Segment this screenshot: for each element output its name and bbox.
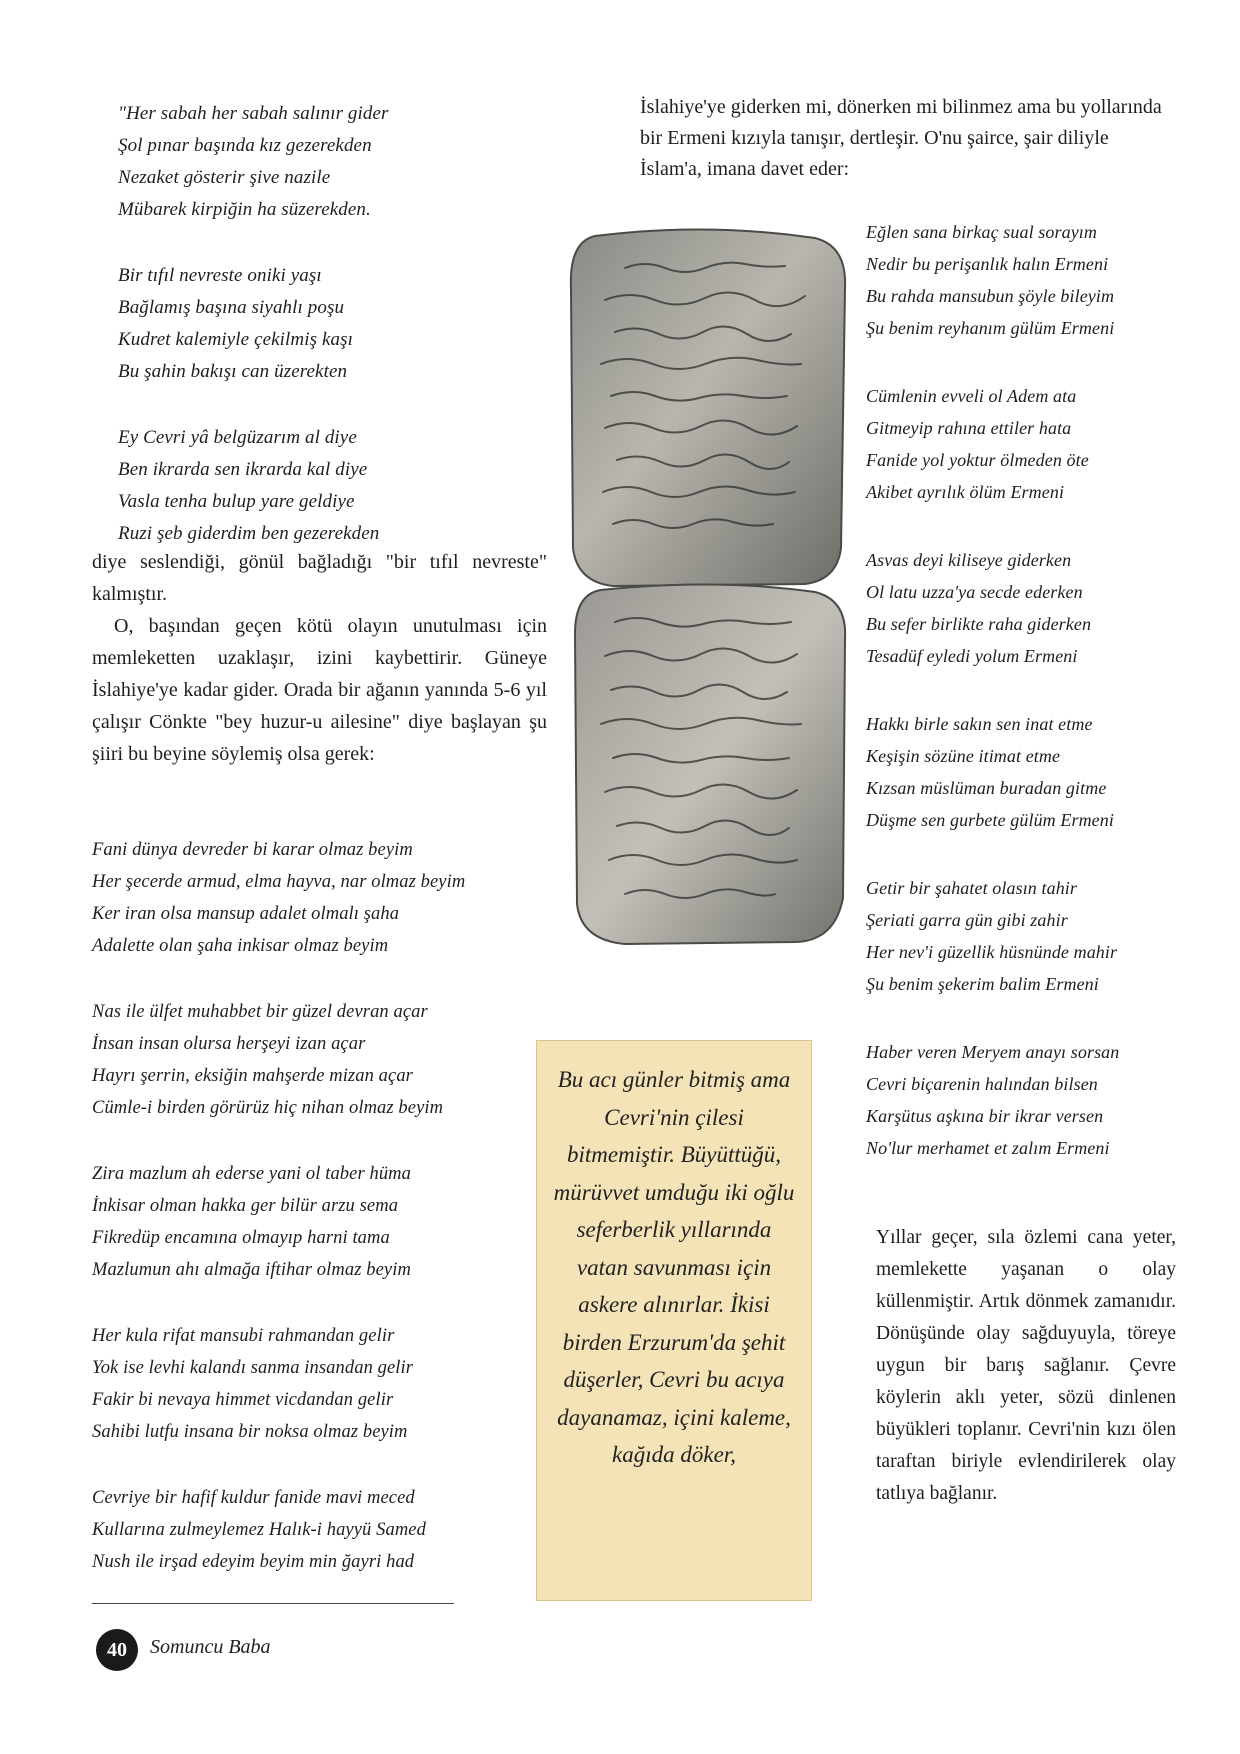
poem-line: Cümle-i birden görürüz hiç nihan olmaz beyim	[92, 1098, 444, 1118]
poem-line: Fanide yol yoktur ölmeden öte	[866, 450, 1089, 470]
poem-stanza	[92, 1158, 532, 1286]
poem-line: Fakir bi nevaya himmet vicdandan gelir	[92, 1390, 394, 1410]
poem-line: Bu sefer birlikte raha giderken	[866, 614, 1092, 634]
poem-line: Yok ise levhi kalandı sanma insandan gelir	[92, 1358, 414, 1378]
poem-line: No'lur merhamet et zalım Ermeni	[866, 1138, 1110, 1158]
poem-line: Şol pınar başında kız gezerekden	[118, 135, 372, 156]
poem-stanza	[866, 1036, 1186, 1164]
poem-line: Karşütus aşkına bir ikrar versen	[866, 1106, 1104, 1126]
poem-line: Ey Cevri yâ belgüzarım al diye	[118, 427, 357, 448]
poem-stanza	[866, 380, 1186, 508]
poem-line: Hayrı şerrin, eksiğin mahşerde mizan açar	[92, 1066, 413, 1086]
poem-line: Fani dünya devreder bi karar olmaz beyim	[92, 840, 413, 860]
poem-stanza	[92, 1482, 532, 1578]
poem-stanza	[92, 834, 532, 962]
poem-line: Nedir bu perişanlık halın Ermeni	[866, 254, 1109, 274]
poem-stanza	[92, 996, 532, 1124]
right-prose-top: İslahiye'ye giderken mi, dönerken mi bilinmez ama bu yollarında bir Ermeni kızıyla tanışır, dertleşir. O'nu şairce, şair diliyle İslam'a, imana davet eder:	[640, 96, 1162, 180]
poem-line: İnkisar olman hakka ger bilür arzu sema	[92, 1196, 399, 1216]
poem-line: Şu benim reyhanım gülüm Ermeni	[866, 318, 1115, 338]
poem-line: Şu benim şekerim balim Ermeni	[866, 974, 1099, 994]
footer-divider	[92, 1603, 454, 1604]
poem-stanza	[866, 544, 1186, 672]
right-poem	[866, 216, 1186, 1164]
page-number-badge: 40	[96, 1629, 138, 1671]
poem-line: Gitmeyip rahına ettiler hata	[866, 418, 1072, 438]
poem-line: Ben ikrarda sen ikrarda kal diye	[118, 459, 368, 480]
left-prose	[92, 546, 547, 770]
poem-line: Şeriati garra gün gibi zahir	[866, 910, 1068, 930]
left-poem-bottom	[92, 834, 532, 1578]
poem-line: Cevriye bir hafif kuldur fanide mavi meced	[92, 1488, 415, 1508]
poem-line: Bu şahin bakışı can üzerekten	[118, 361, 348, 382]
manuscript-image	[565, 228, 850, 946]
poem-line: Vasla tenha bulup yare geldiye	[118, 491, 355, 512]
poem-line: Keşişin sözüne itimat etme	[866, 746, 1061, 766]
poem-line: Hakkı birle sakın sen inat etme	[866, 714, 1093, 734]
poem-line: Sahibi lutfu insana bir noksa olmaz beyim	[92, 1422, 408, 1442]
poem-line: Nezaket gösterir şive nazile	[118, 167, 331, 188]
poem-line: Tesadüf eyledi yolum Ermeni	[866, 646, 1078, 666]
poem-stanza	[866, 872, 1186, 1000]
poem-line: "Her sabah her sabah salınır gider	[118, 103, 389, 124]
poem-line: Asvas deyi kiliseye giderken	[866, 550, 1072, 570]
poem-line: Kızsan müslüman buradan gitme	[866, 778, 1107, 798]
poem-stanza	[92, 1320, 532, 1448]
poem-line: Cümlenin evveli ol Adem ata	[866, 386, 1077, 406]
poem-line: Her şecerde armud, elma hayva, nar olmaz beyim	[92, 872, 466, 892]
poem-line: Eğlen sana birkaç sual sorayım	[866, 222, 1097, 242]
poem-line: Bağlamış başına siyahlı poşu	[118, 297, 345, 318]
manuscript-photo	[565, 228, 850, 946]
poem-line: Nas ile ülfet muhabbet bir güzel devran açar	[92, 1002, 428, 1022]
prose-paragraph: diye seslendiği, gönül bağladığı "bir tıfıl nevreste" kalmıştır.	[92, 551, 547, 605]
poem-line: Her nev'i güzellik hüsnünde mahir	[866, 942, 1118, 962]
poem-line: Ruzi şeb giderdim ben gezerekden	[118, 523, 380, 544]
poem-line: Akibet ayrılık ölüm Ermeni	[866, 482, 1065, 502]
poem-line: Haber veren Meryem anayı sorsan	[866, 1042, 1120, 1062]
magazine-name: Somuncu Baba	[150, 1636, 271, 1658]
poem-stanza	[118, 422, 518, 550]
poem-line: Zira mazlum ah ederse yani ol taber hüma	[92, 1164, 411, 1184]
pull-quote-box	[536, 1040, 812, 1601]
poem-stanza	[118, 260, 518, 388]
poem-line: Getir bir şahatet olasın tahir	[866, 878, 1078, 898]
poem-stanza	[118, 98, 518, 226]
poem-line: Mübarek kirpiğin ha süzerekden.	[118, 199, 371, 220]
poem-line: Her kula rifat mansubi rahmandan gelir	[92, 1326, 395, 1346]
poem-line: Adalette olan şaha inkisar olmaz beyim	[92, 936, 389, 956]
poem-line: Bir tıfıl nevreste oniki yaşı	[118, 265, 322, 286]
right-prose-bottom: Yıllar geçer, sıla özlemi cana yeter, memlekette yaşanan o olay küllenmiştir. Artık dönmek zamanıdır. Dönüşünde olay sağduyuyla, töreye uygun bir barış sağlanır. Çevre köylerin aklı yeter, sözü dinlenen büyükleri toplanır. Cevri'nin kızı ölen taraftan biriyle evlendirilerek olay tatlıya bağlanır.	[876, 1227, 1176, 1504]
poem-line: Ol latu uzza'ya secde ederken	[866, 582, 1083, 602]
poem-line: İnsan insan olursa herşeyi izan açar	[92, 1034, 366, 1054]
poem-stanza	[866, 216, 1186, 344]
prose-paragraph: O, başından geçen kötü olayın unutulması için memleketten uzaklaşır, izini kaybettirir. Güneye İslahiye'ye kadar gider. Orada bir ağanın yanında 5-6 yıl çalışır Cönkte "bey huzur-u ailesine" diye başlayan şu şiiri bu beyine söylemiş olsa gerek:	[92, 615, 547, 765]
poem-line: Cevri biçarenin halından bilsen	[866, 1074, 1098, 1094]
poem-line: Kullarına zulmeylemez Halık-i hayyü Samed	[92, 1520, 426, 1540]
left-poem-top	[118, 98, 518, 550]
poem-line: Bu rahda mansubun şöyle bileyim	[866, 286, 1115, 306]
pull-quote-text: Bu acı günler bitmiş ama Cevri'nin çilesi bitmemiştir. Büyüttüğü, mürüvvet umduğu iki oğlu seferberlik yıllarında vatan savunması için askere alınırlar. İkisi birden Erzurum'da şehit düşerler, Cevri bu acıya dayanamaz, içini kaleme, kağıda döker,	[553, 1067, 795, 1467]
poem-line: Ker iran olsa mansup adalet olmalı şaha	[92, 904, 400, 924]
poem-line: Mazlumun ahı almağa iftihar olmaz beyim	[92, 1260, 411, 1280]
poem-line: Kudret kalemiyle çekilmiş kaşı	[118, 329, 353, 350]
poem-line: Düşme sen gurbete gülüm Ermeni	[866, 810, 1114, 830]
poem-line: Fikredüp encamına olmayıp harni tama	[92, 1228, 390, 1248]
poem-line: Nush ile irşad edeyim beyim min ğayri had	[92, 1552, 415, 1572]
poem-stanza	[866, 708, 1186, 836]
